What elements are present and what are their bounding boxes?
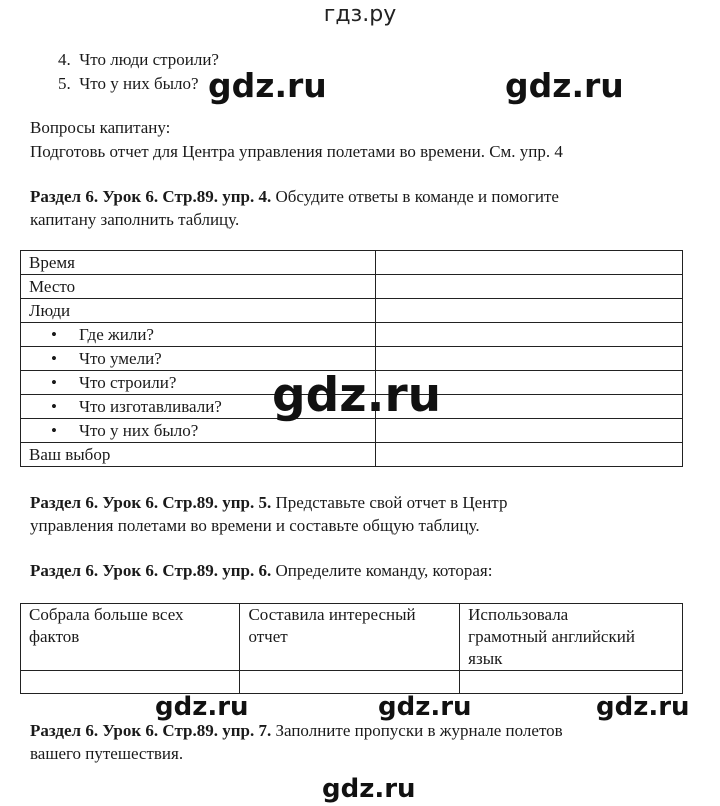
exercise-6-text: Определите команду, которая: <box>275 561 493 580</box>
captain-text: Подготовь отчет для Центра управления полетами во времени. См. упр. 4 <box>30 142 563 161</box>
table-cell-label: Время <box>21 251 376 275</box>
bullet-icon: • <box>51 349 57 368</box>
table-header-cell <box>460 604 683 671</box>
exercise-7-ref: Раздел 6. Урок 6. Стр.89. упр. 7. <box>30 721 272 740</box>
bullet-text: Что у них было? <box>79 421 199 440</box>
list-number: 4. <box>58 50 71 69</box>
header-line: грамотный английский <box>468 627 635 646</box>
bullet-icon: • <box>51 325 57 344</box>
exercise-6-line <box>30 560 492 582</box>
table-cell-answer[interactable] <box>460 671 683 694</box>
table-cell-answer[interactable] <box>21 671 240 694</box>
header-line: фактов <box>29 627 80 646</box>
table-cell-answer[interactable] <box>240 671 460 694</box>
table-header-cell <box>21 604 240 671</box>
bullet-icon: • <box>51 421 57 440</box>
exercise-4-ref: Раздел 6. Урок 6. Стр.89. упр. 4. <box>30 187 272 206</box>
exercise-7-line-1 <box>30 720 563 742</box>
table-cell-answer[interactable] <box>375 251 682 275</box>
exercise-7-line-2: вашего путешествия. <box>30 744 184 763</box>
table-cell-answer[interactable] <box>375 275 682 299</box>
exercise-5-text: Представьте свой отчет в Центр <box>275 493 508 512</box>
watermark: gdz.ru <box>596 692 690 722</box>
watermark: gdz.ru <box>322 774 416 804</box>
watermark: gdz.ru <box>505 66 624 105</box>
header-line: отчет <box>248 627 288 646</box>
table-cell-bullet <box>21 347 376 371</box>
table-row <box>21 251 683 275</box>
site-header: гдз.ру <box>323 2 397 27</box>
exercise-6-ref: Раздел 6. Урок 6. Стр.89. упр. 6. <box>30 561 272 580</box>
table-cell-label: Ваш выбор <box>21 443 376 467</box>
table-header-cell <box>240 604 460 671</box>
watermark: gdz.ru <box>378 692 472 722</box>
header-line: Использовала <box>468 605 569 624</box>
exercise-5-line-2: управления полетами во времени и составьте общую таблицу. <box>30 516 480 535</box>
list-item <box>58 49 219 71</box>
bullet-text: Что умели? <box>79 349 162 368</box>
bullet-icon: • <box>51 373 57 392</box>
table-row <box>21 347 683 371</box>
exercise-5-line-1 <box>30 492 507 514</box>
exercise-5-ref: Раздел 6. Урок 6. Стр.89. упр. 5. <box>30 493 272 512</box>
header-line: Составила интересный <box>248 605 416 624</box>
table-row <box>21 443 683 467</box>
captain-title: Вопросы капитану: <box>30 118 171 137</box>
team-choice-table <box>20 603 683 694</box>
header-line: язык <box>468 649 503 668</box>
table-header-row <box>21 604 683 671</box>
bullet-text: Что строили? <box>79 373 177 392</box>
watermark: gdz.ru <box>155 692 249 722</box>
team-report-table <box>20 250 683 467</box>
exercise-7-text: Заполните пропуски в журнале полетов <box>275 721 563 740</box>
table-row <box>21 275 683 299</box>
table-cell-label: Люди <box>21 299 376 323</box>
table-cell-answer[interactable] <box>375 347 682 371</box>
table-row <box>21 671 683 694</box>
table-cell-answer[interactable] <box>375 323 682 347</box>
table-row <box>21 323 683 347</box>
exercise-4-line-1 <box>30 186 559 208</box>
watermark: gdz.ru <box>272 368 442 423</box>
table-cell-answer[interactable] <box>375 443 682 467</box>
list-item <box>58 73 199 95</box>
table-cell-label: Место <box>21 275 376 299</box>
bullet-icon: • <box>51 397 57 416</box>
header-line: Собрала больше всех <box>29 605 184 624</box>
exercise-4-line-2: капитану заполнить таблицу. <box>30 210 240 229</box>
table-cell-bullet <box>21 323 376 347</box>
bullet-text: Что изготавливали? <box>79 397 222 416</box>
table-row <box>21 299 683 323</box>
list-text: Что люди строили? <box>79 50 219 69</box>
list-text: Что у них было? <box>79 74 199 93</box>
exercise-4-text: Обсудите ответы в команде и помогите <box>275 187 559 206</box>
bullet-text: Где жили? <box>79 325 154 344</box>
list-number: 5. <box>58 74 71 93</box>
watermark: gdz.ru <box>208 66 327 105</box>
table-cell-answer[interactable] <box>375 299 682 323</box>
